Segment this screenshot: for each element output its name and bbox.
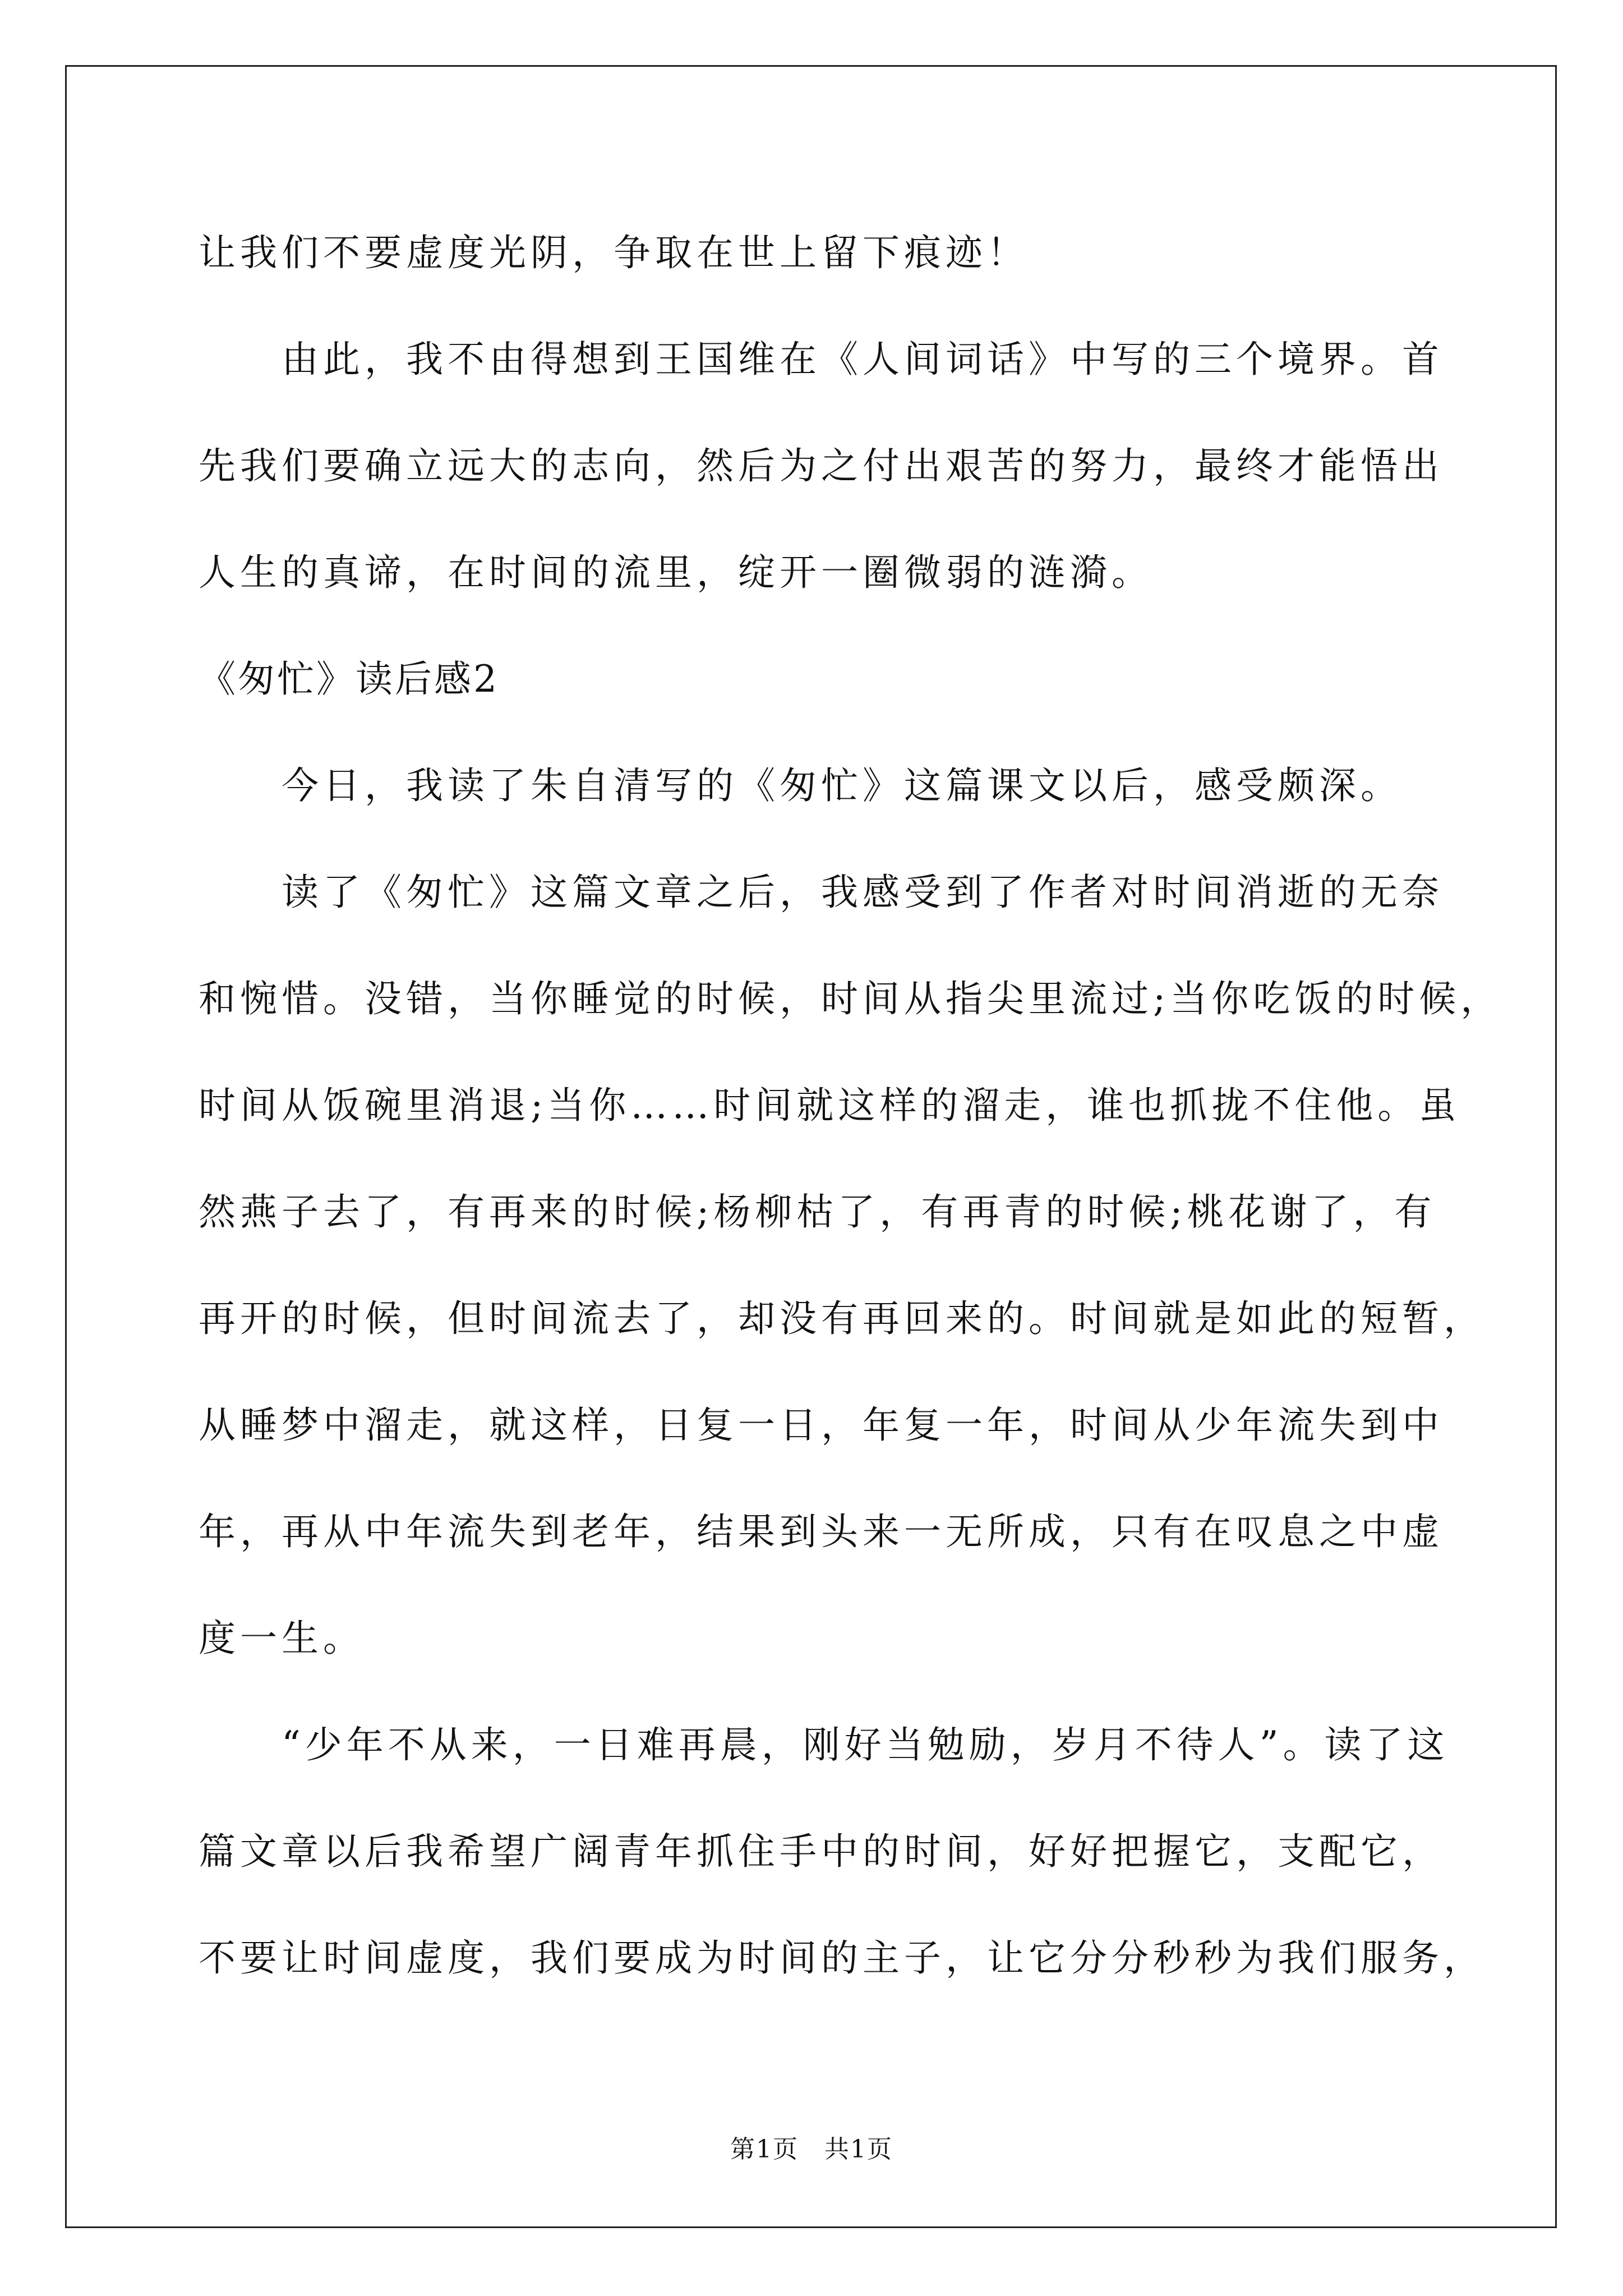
text-line: 度一生。 [199, 1617, 365, 1660]
text-line: 然燕子去了，有再来的时候;杨柳枯了，有再青的时候;桃花谢了，有 [199, 1190, 1436, 1234]
paragraph [199, 839, 1502, 1692]
document-body [199, 200, 1502, 2012]
paragraph [199, 733, 1427, 839]
section-heading: 《匆忙》读后感2 [199, 657, 499, 701]
paragraph [199, 1692, 1485, 2012]
text-line: 时间从饭碗里消退;当你……时间就这样的溜走，谁也抓拢不住他。虽 [199, 1084, 1461, 1127]
text-line: 再开的时候，但时间流去了，却没有再回来的。时间就是如此的短暂， [199, 1297, 1485, 1340]
text-line: 和惋惜。没错，当你睡觉的时候，时间从指尖里流过;当你吃饭的时候， [199, 977, 1502, 1020]
text-line: 今日，我读了朱自清写的《匆忙》这篇课文以后，感受颇深。 [199, 764, 1402, 807]
text-line: 从睡梦中溜走，就这样，日复一日，年复一年，时间从少年流失到中 [199, 1404, 1444, 1447]
text-line: 篇文章以后我希望广阔青年抓住手中的时间，好好把握它，支配它， [199, 1830, 1444, 1873]
text-line: 先我们要确立远大的志向，然后为之付出艰苦的努力，最终才能悟出 [199, 444, 1444, 487]
page-footer: 第1页 共1页 [730, 2135, 893, 2164]
text-line: “少年不从来，一日难再晨，刚好当勉励，岁月不待人”。读了这 [199, 1723, 1449, 1766]
text-line: 不要让时间虚度，我们要成为时间的主子，让它分分秒秒为我们服务， [199, 1936, 1485, 1980]
text-line: 由此，我不由得想到王国维在《人间词话》中写的三个境界。首 [199, 338, 1444, 381]
text-line: 读了《匆忙》这篇文章之后，我感受到了作者对时间消逝的无奈 [199, 871, 1444, 914]
paragraph [199, 306, 1444, 626]
text-line: 让我们不要虚度光阴，争取在世上留下痕迹！ [199, 231, 1029, 274]
paragraph [199, 200, 1427, 306]
text-line: 人生的真谛，在时间的流里，绽开一圈微弱的涟漪。 [199, 551, 1153, 594]
text-line: 年，再从中年流失到老年，结果到头来一无所成，只有在叹息之中虚 [199, 1510, 1444, 1553]
